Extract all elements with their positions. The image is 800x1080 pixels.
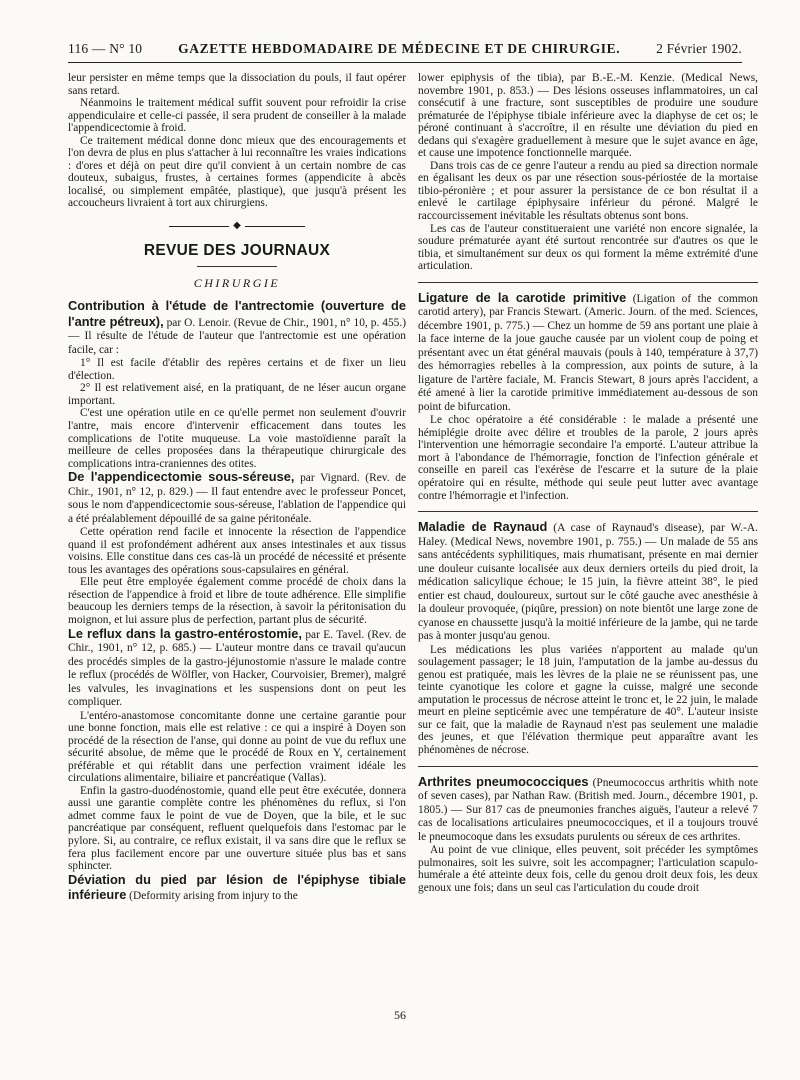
article-reference: (A case of Raynaud's disease), par W.-A. Haley. (Medical News, novembre 1901, p. 755.) — Un malade de 55 ans sans antécédents syphilitiques, mais rhumatisant, présente en mai dernier une douleur cuisante localisée aux deux derniers orteils du pied droit, la médication salicylique échoue; le 15 juin, la fièvre atteint 38°, le pied entier est chaud, douloureux, surtout sur le côté gauche avec anesthésie à la douleur provoquée, (piqûre, pression) on note bientôt une large zone de cyanose en chaussette jusqu'à la moitié inférieure de la jambe, qui ne tarde pas à monter jusqu'au genou. [418, 522, 758, 643]
article-paragraph: Au point de vue clinique, elles peuvent, soit précéder les symptômes pulmonaires, soit les suivre, soit les accompagner; l'articulation scapulo-humérale a été atteinte deux fois, celle du genou droit deux fois, les deux genoux une fois; dans un seul cas l'articulation du coude droit [418, 844, 758, 894]
article-reference: (Pneumococcus arthritis whith note of seven cases), par Nathan Raw. (British med. Journ., décembre 1901, p. 1805.) — Sur 817 cas de pneumonies franches aiguës, l'auteur a relevé 7 cas de localisations articulaires pneumococciques, et il a toujours trouvé le pneumocoque dans les exsudats purulents ou séreux de ces arthrites. [418, 776, 758, 843]
article-separator [418, 282, 758, 283]
article-ligature-head [418, 291, 758, 415]
header-page-issue: 116 — N° 10 [68, 41, 143, 56]
article-reference: (Deformity arising from injury to the [126, 890, 298, 903]
article-paragraph: Elle peut être employée également comme procédé de choix dans la résection de l'appendice à froid et libre de toute adhérence. Elle simplifie beaucoup les derniers temps de la résection, à savoir la péritonisation du moignon, et lui assure plus de perfection, partant plus de sécurité. [68, 576, 406, 626]
diamond-icon: ◆ [233, 220, 241, 232]
section-title: REVUE DES JOURNAUX [143, 242, 331, 260]
page-header [68, 41, 742, 61]
article-paragraph: Les médications les plus variées n'apportent au malade qu'un soulagement passager; le 18 juin, l'amputation de la jambe au-dessus du genou est pratiquée, mais les lèvres de la plaie ne se réunissent pas, une teinte cyanotique les colore et gagne la cuisse, malgré une seconde amputation le processus de nécrose atteint le tronc et, le 22 juin, le malade meurt en pleine septicémie avec une température de 40°. L'auteur insiste sur ce fait, que la maladie de Raynaud n'est pas seulement une maladie des jeunes, et que l'élévation thermique peut apparaître avant les phénomènes de nécrose. [418, 643, 758, 756]
article-antrectomie-head [68, 299, 406, 357]
page-number: 56 [394, 1008, 406, 1022]
article-reference: par O. Lenoir. (Revue de Chir., 1901, n° 10, p. 455.) — Il résulte de l'étude de l'auteur que l'antrectomie est une opération facile, car : [68, 316, 406, 356]
continuation-paragraph-1: lower epiphysis of the tibia), par B.-E.-M. Kenzie. (Medical News, novembre 1901, p. 853.) — Des lésions osseuses inflammatoires, un cal consécutif à une fracture, sont susceptibles de produire une soudure prématurée de l'épiphyse tibiale inférieure avec la diaphyse de cet os; le péroné continuant à s'accroître, il en résulte une déviation du pied en dedans qui s'exagère graduellement à mesure que le sujet avance en âge, et cause une impotence fonctionnelle marquée. [418, 72, 758, 160]
article-title: Arthrites pneumococciques [418, 773, 589, 789]
article-title: Contribution à l'étude de l'antrectomie (ouverture de l'antre pétreux), [68, 298, 406, 329]
article-reflux-head [68, 627, 406, 710]
continuation-paragraph-2: Dans trois cas de ce genre l'auteur a rendu au pied sa direction normale en égalisant les deux os par une résection sous-périostée de la mortaise tibio-péronière ; et pour assurer la persistance de ce bon résultat il a enlevé le cartilage épiphysaire inférieur du péroné. Malgré le raccourcissement inévitable les résultats obtenus sont bons. [418, 159, 758, 223]
article-arthrites-head [418, 775, 758, 845]
article-paragraph: 1° Il est facile d'établir des repères certains et de fixer un lieu d'élection. [68, 357, 406, 382]
article-title: Le reflux dans la gastro-entérostomie, [68, 625, 302, 641]
article-reference: (Ligation of the common carotid artery), par Francis Stewart. (Americ. Journ. of the med. Sciences, décembre 1901, p. 775.) — Chez un homme de 59 ans portant une plaie à la face interne de la joue gauche causée par un violent coup de poing et présentant avec un état général mauvais (pouls à 140, température à 37,7) des hémorragies rebelles à la compression, aux points de suture, à la ligature de l'artère faciale, M. Francis Stewart, 8 jours après l'accident, a été amené à lier la carotide primitive immédiatement au-dessous de son point de bifurcation. [418, 292, 758, 413]
intro-paragraph-2: Néanmoins le traitement médical suffit souvent pour refroidir la crise appendiculaire et celle-ci passée, il sera prudent de conseiller à la malade l'appendicectomie à froid. [68, 97, 406, 135]
article-paragraph: 2° Il est relativement aisé, en la pratiquant, de ne léser aucun organe important. [68, 382, 406, 407]
right-column [418, 72, 758, 894]
article-separator [418, 766, 758, 767]
intro-paragraph-3: Ce traitement médical donne donc mieux que des encouragements et l'on devra de plus en plus s'attacher à lui reconnaître les vraies indications : d'ores et déjà on peut dire qu'il convient à un certain nombre de cas douteux, subaigus, frustes, à certaines formes (appendicite à abcès localisé, ou simplement empâtée, plastique), que jusqu'à présent les accoucheurs livraient à tort aux chirurgiens. [68, 134, 406, 210]
article-paragraph: C'est une opération utile en ce qu'elle permet non seulement d'ouvrir l'antre, mais encore d'intervenir efficacement dans toutes les complications de l'otite muqueuse. La voie mastoïdienne paraît la meilleure de celles proposées dans la thérapeutique chirurgicale des complications intra-craniennes des otites. [68, 407, 406, 470]
article-paragraph: L'entéro-anastomose concomitante donne une certaine garantie pour une bonne fonction, mais elle est relative : ce qui a inspiré à Doyen son procédé de la résection de l'anse, qui donne au point de vue du reflux une sécurité absolue, de même que le procédé de Roux en Y, certainement préférable et qui rétablit dans une perfection vraiment idéale les circulations alimentaire, biliaire et pancréatique (Vallas). [68, 709, 406, 785]
article-title: De l'appendicectomie sous-séreuse, [68, 469, 295, 485]
continuation-paragraph-3: Les cas de l'auteur constitueraient une variété non encore signalée, la soudure prématurée ayant été surtout rencontrée sur d'autres os que le tibia, et simultanément sur deux os qui forment la même extrémité d'une articulation. [418, 222, 758, 273]
header-journal-title: GAZETTE HEBDOMADAIRE DE MÉDECINE ET DE CHIRURGIE. [178, 41, 621, 56]
article-appendicectomie-head [68, 470, 406, 526]
subsection-title: CHIRURGIE [193, 275, 281, 290]
article-reference: par Vignard. (Rev. de Chir., 1901, n° 12, p. 829.) — Il faut entendre avec le professeur Poncet, sous le nom d'appendicectomie sous-séreuse, l'ablation de l'appendice qui a été préalablement dépouillé de sa gaine péritonéale. [68, 472, 406, 525]
header-rule [68, 62, 742, 63]
article-separator [418, 511, 758, 512]
left-column [68, 72, 406, 904]
article-paragraph: Enfin la gastro-duodénostomie, quand elle peut être exécutée, donnera aussi une garantie complète contre les phénomènes du reflux, si l'on admet comme faux le point de vue de Doyen, que la bile, et le suc pancréatique par conséquent, refluent quelquefois dans l'estomac par le pylore. Si, au contraire, ce reflux existait, il va sans dire que le reflux se fera plus facilement encore par une ouverture située plus bas et sans sphincter. [68, 784, 406, 873]
article-raynaud-head [418, 520, 758, 644]
article-deviation-head [68, 873, 406, 904]
intro-paragraph-1: leur persister en même temps que la dissociation du pouls, il faut opérer sans retard. [68, 72, 406, 97]
article-paragraph: Le choc opératoire a été considérable : le malade a présenté une hémiplégie droite avec délire et troubles de la parole, 2 jours après l'intervention une hémorragie secondaire l'a emporté. L'auteur attribue la mort à l'abondance de l'hémorragie, fonction de l'infection générale et conseille en pareil cas l'exérèse de l'escarre et la suture de la plaie opératoire qui en résulte, méthode qui seule peut lutter avec avantage contre l'hémorragie et l'infection. [418, 414, 758, 502]
article-title: Ligature de la carotide primitive [418, 289, 627, 305]
article-paragraph: Cette opération rend facile et innocente la résection de l'appendice quand il est profondément adhérent aux anses intestinales et aux tissus voisins. Elle constitue dans ces cas-là un procédé de nécessité et présente tous les avantages des opérations sous-capsulaires en général. [68, 526, 406, 576]
article-reference: par E. Tavel. (Rev. de Chir., 1901, n° 12, p. 685.) — L'auteur montre dans ce travail qu'aucun des procédés simples de la gastro-jéjunostomie n'assure le malade contre le reflux (procédés de Wölfler, von Hacker, Courvoisier, Bremer), malgré les valvules, les invaginations et les suspensions dont on peut les compliquer. [68, 628, 406, 709]
ornament-divider [68, 220, 406, 233]
article-title: Déviation du pied par lésion de l'épiphyse tibiale inférieure [68, 871, 406, 903]
header-date: 2 Février 1902. [656, 41, 742, 56]
article-title: Maladie de Raynaud [418, 519, 548, 535]
section-rule [197, 266, 277, 267]
